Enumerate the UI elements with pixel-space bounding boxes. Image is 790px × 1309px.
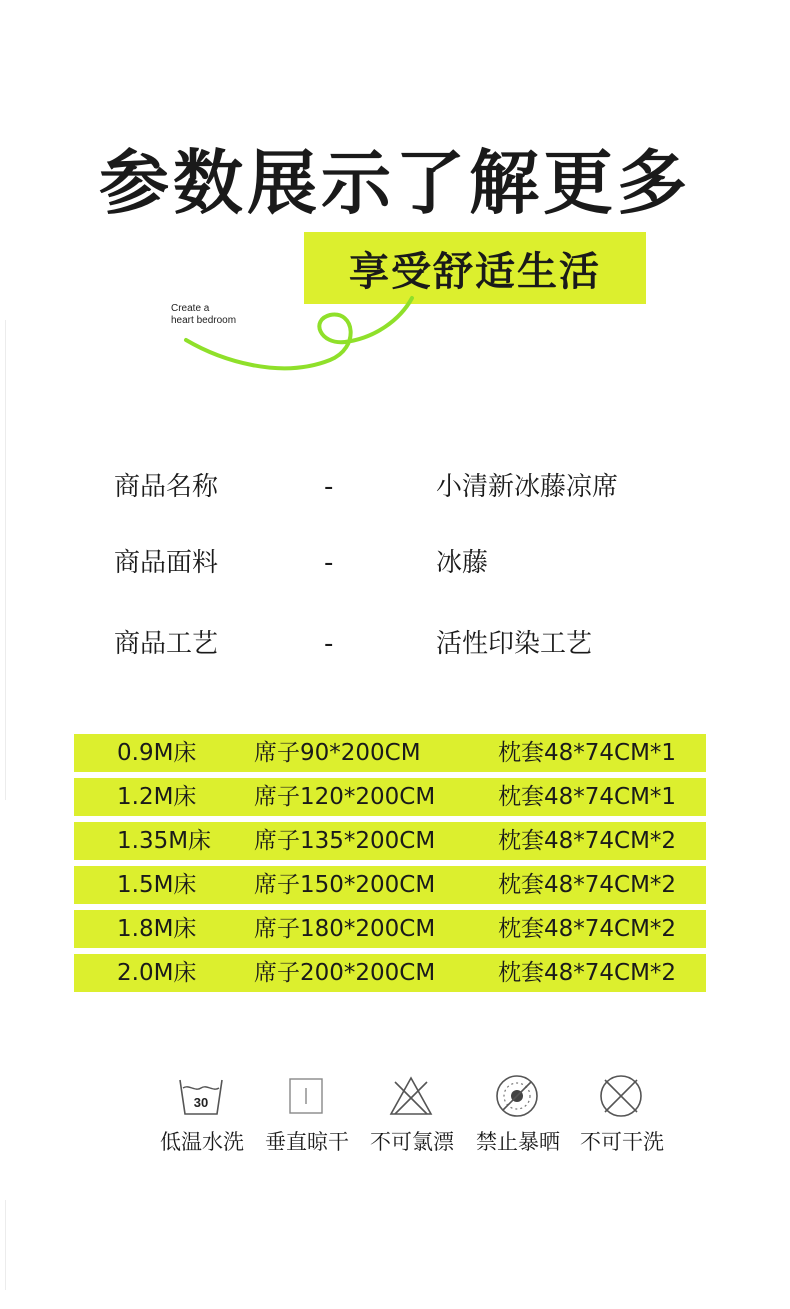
spec-dash: - — [324, 472, 334, 502]
wash-temp-badge: 30 — [193, 1095, 209, 1110]
no-sun-icon — [493, 1072, 541, 1120]
care-item-wash — [152, 1072, 252, 1172]
pillow-size: 枕套48*74CM*2 — [498, 872, 677, 898]
bed-size: 0.9M床 — [117, 740, 197, 766]
care-item-no-dry-clean — [572, 1072, 672, 1172]
mat-size: 席子150*200CM — [254, 872, 436, 898]
bed-size: 1.2M床 — [117, 784, 197, 810]
care-label: 不可氯漂 — [370, 1130, 454, 1154]
pillow-size: 枕套48*74CM*2 — [498, 916, 677, 942]
mat-size: 席子200*200CM — [254, 960, 436, 986]
spec-row-fabric — [114, 543, 714, 583]
care-label: 垂直晾干 — [265, 1130, 349, 1154]
spec-row-craft — [114, 624, 714, 664]
care-label: 不可干洗 — [580, 1130, 664, 1154]
care-label: 禁止暴晒 — [476, 1130, 560, 1154]
hang-dry-icon — [282, 1072, 330, 1120]
spec-key: 商品名称 — [114, 472, 219, 502]
edge-line — [5, 1200, 6, 1290]
sub-banner: 享受舒适生活 — [304, 232, 646, 304]
no-dry-clean-icon — [597, 1072, 645, 1120]
size-row — [74, 734, 706, 772]
bed-size: 1.35M床 — [117, 828, 212, 854]
pillow-size: 枕套48*74CM*2 — [498, 960, 677, 986]
spec-dash: - — [324, 629, 334, 659]
care-item-hang-dry — [257, 1072, 357, 1172]
no-bleach-icon — [387, 1072, 435, 1120]
wash-30-icon — [177, 1072, 225, 1120]
size-row — [74, 866, 706, 904]
spec-value: 冰藤 — [436, 548, 489, 578]
size-row — [74, 822, 706, 860]
spec-dash: - — [324, 548, 334, 578]
bed-size: 1.5M床 — [117, 872, 197, 898]
spec-value: 活性印染工艺 — [436, 629, 593, 659]
care-label: 低温水洗 — [160, 1130, 244, 1154]
care-item-no-bleach — [362, 1072, 462, 1172]
bed-size: 2.0M床 — [117, 960, 197, 986]
spec-row-name — [114, 467, 714, 507]
mat-size: 席子90*200CM — [254, 740, 421, 766]
mat-size: 席子135*200CM — [254, 828, 436, 854]
pillow-size: 枕套48*74CM*1 — [498, 740, 677, 766]
pillow-size: 枕套48*74CM*2 — [498, 828, 677, 854]
mat-size: 席子180*200CM — [254, 916, 436, 942]
spec-key: 商品面料 — [114, 548, 219, 578]
tagline: Create a heart bedroom — [171, 303, 237, 326]
size-row — [74, 778, 706, 816]
spec-key: 商品工艺 — [114, 629, 219, 659]
care-item-no-sun — [468, 1072, 568, 1172]
size-row — [74, 954, 706, 992]
edge-line — [5, 320, 6, 800]
pillow-size: 枕套48*74CM*1 — [498, 784, 677, 810]
size-row — [74, 910, 706, 948]
page-title: 参数展示了解更多 — [99, 142, 691, 224]
mat-size: 席子120*200CM — [254, 784, 436, 810]
bed-size: 1.8M床 — [117, 916, 197, 942]
spec-value: 小清新冰藤凉席 — [436, 472, 619, 502]
